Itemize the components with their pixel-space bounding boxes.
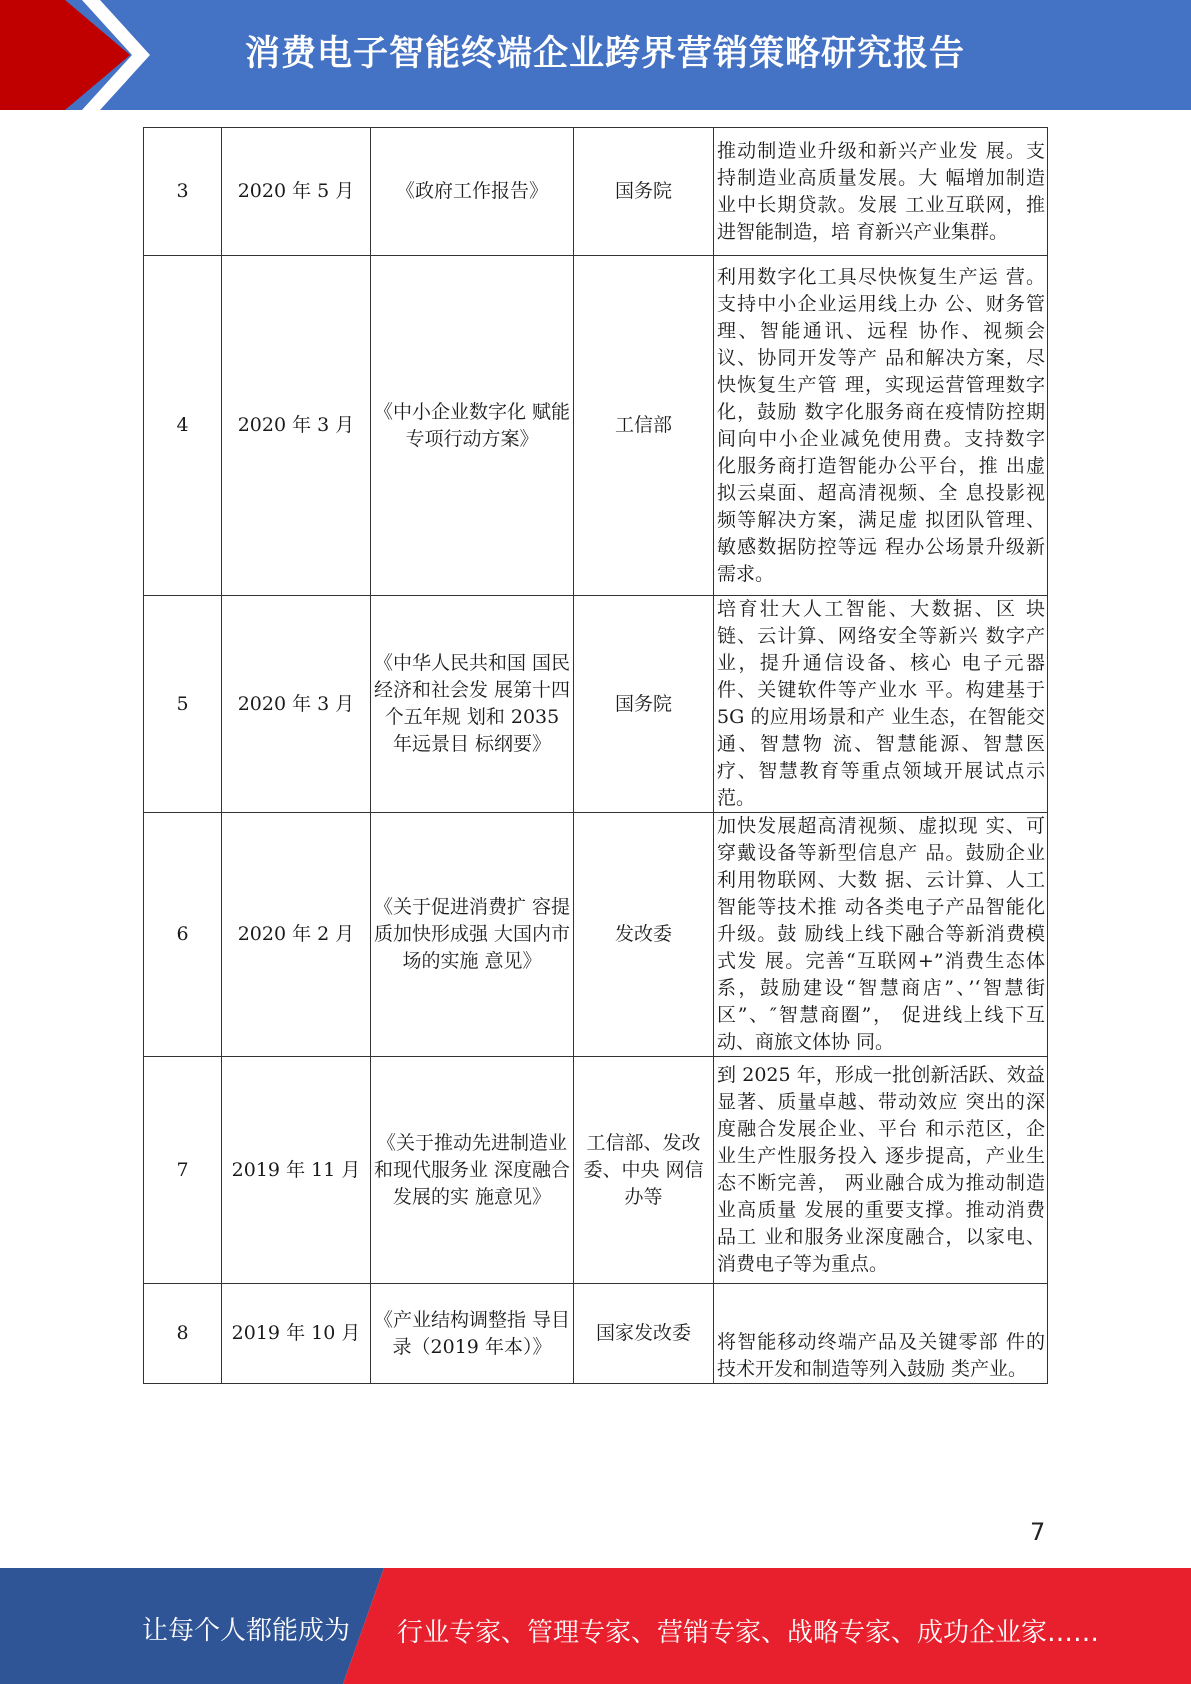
report-title: 消费电子智能终端企业跨界营销策略研究报告 bbox=[245, 34, 966, 74]
row-number: 8 bbox=[144, 1284, 222, 1384]
row-document-name: 《政府工作报告》 bbox=[371, 128, 574, 256]
row-department: 国务院 bbox=[574, 128, 714, 256]
row-department: 发改委 bbox=[574, 813, 714, 1057]
row-number: 6 bbox=[144, 813, 222, 1057]
row-description: 利用数字化工具尽快恢复生产运 营。支持中小企业运用线上办 公、财务管理、智能通讯、远程 协作、视频会议、协同开发等产 品和解决方案，尽快恢复生产管 理，实现运营管理数字化，鼓励 数字化服务商在疫情防控期间向中小企业减免使用费。支持数字 化服务商打造智能办公平台，推 出虚拟云桌面、超高清视频、全 息投影视频等解决方案，满足虚 拟团队管理、敏感数据防控等远 程办公场景升级新需求。 bbox=[714, 256, 1048, 596]
row-department: 工信部 bbox=[574, 256, 714, 596]
row-document-name: 《关于推动先进制造业和现代服务业 深度融合发展的实 施意见》 bbox=[371, 1057, 574, 1284]
page-footer bbox=[0, 1568, 1191, 1684]
row-description: 到 2025 年，形成一批创新活跃、效益显著、质量卓越、带动效应 突出的深度融合发展企业、平台 和示范区，企业生产性服务投入 逐步提高，产业生态不断完善， 两业融合成为推动制造业高质量 发展的重要支撑。推动消费品工 业和服务业深度融合，以家电、消费电子等为重点。 bbox=[714, 1057, 1048, 1284]
row-department: 工信部、发改委、中央 网信办等 bbox=[574, 1057, 714, 1284]
row-number: 3 bbox=[144, 128, 222, 256]
table-row bbox=[144, 1057, 1048, 1284]
row-date: 2020 年 3 月 bbox=[222, 596, 371, 813]
row-document-name: 《产业结构调整指 导目录（2019 年本）》 bbox=[371, 1284, 574, 1384]
row-description: 培育壮大人工智能、大数据、区 块链、云计算、网络安全等新兴 数字产业，提升通信设备、核心 电子元器件、关键软件等产业水 平。构建基于 5G 的应用场景和产 业生态，在智能交通、智慧物 流、智慧能源、智慧医疗、智慧教育等重点领域开展试点示范。 bbox=[714, 596, 1048, 813]
table-row bbox=[144, 596, 1048, 813]
footer-slogan-left: 让每个人都能成为 bbox=[142, 1616, 351, 1646]
row-date: 2020 年 5 月 bbox=[222, 128, 371, 256]
row-description: 将智能移动终端产品及关键零部 件的技术开发和制造等列入鼓励 类产业。 bbox=[714, 1284, 1048, 1384]
page-number: 7 bbox=[1030, 1518, 1046, 1546]
row-description: 推动制造业升级和新兴产业发 展。支持制造业高质量发展。大 幅增加制造业中长期贷款。发展 工业互联网，推进智能制造，培 育新兴产业集群。 bbox=[714, 128, 1048, 256]
row-department: 国家发改委 bbox=[574, 1284, 714, 1384]
table-row bbox=[144, 256, 1048, 596]
row-description: 加快发展超高清视频、虚拟现 实、可穿戴设备等新型信息产 品。鼓励企业利用物联网、大数 据、云计算、人工智能等技术推 动各类电子产品智能化升级。鼓 励线上线下融合等新消费模式发 展。完善“互联网+”消费生态体系，鼓励建设“智慧商店”、’‘智慧街区”、″智慧商圈”， 促进线上线下互动、商旅文体协 同。 bbox=[714, 813, 1048, 1057]
row-document-name: 《中小企业数字化 赋能专项行动方案》 bbox=[371, 256, 574, 596]
page-header bbox=[0, 0, 1191, 110]
policy-table bbox=[143, 127, 1048, 1384]
row-number: 7 bbox=[144, 1057, 222, 1284]
row-date: 2020 年 2 月 bbox=[222, 813, 371, 1057]
row-document-name: 《中华人民共和国 国民经济和社会发 展第十四个五年规 划和 2035 年远景目 标纲要》 bbox=[371, 596, 574, 813]
table-row bbox=[144, 128, 1048, 256]
row-date: 2020 年 3 月 bbox=[222, 256, 371, 596]
table-row bbox=[144, 813, 1048, 1057]
row-date: 2019 年 11 月 bbox=[222, 1057, 371, 1284]
table-row bbox=[144, 1284, 1048, 1384]
row-number: 4 bbox=[144, 256, 222, 596]
footer-slogan-right: 行业专家、管理专家、营销专家、战略专家、成功企业家…… bbox=[397, 1618, 1100, 1648]
row-number: 5 bbox=[144, 596, 222, 813]
row-department: 国务院 bbox=[574, 596, 714, 813]
row-date: 2019 年 10 月 bbox=[222, 1284, 371, 1384]
policy-table-container bbox=[143, 127, 1047, 1384]
row-document-name: 《关于促进消费扩 容提质加快形成强 大国内市场的实施 意见》 bbox=[371, 813, 574, 1057]
